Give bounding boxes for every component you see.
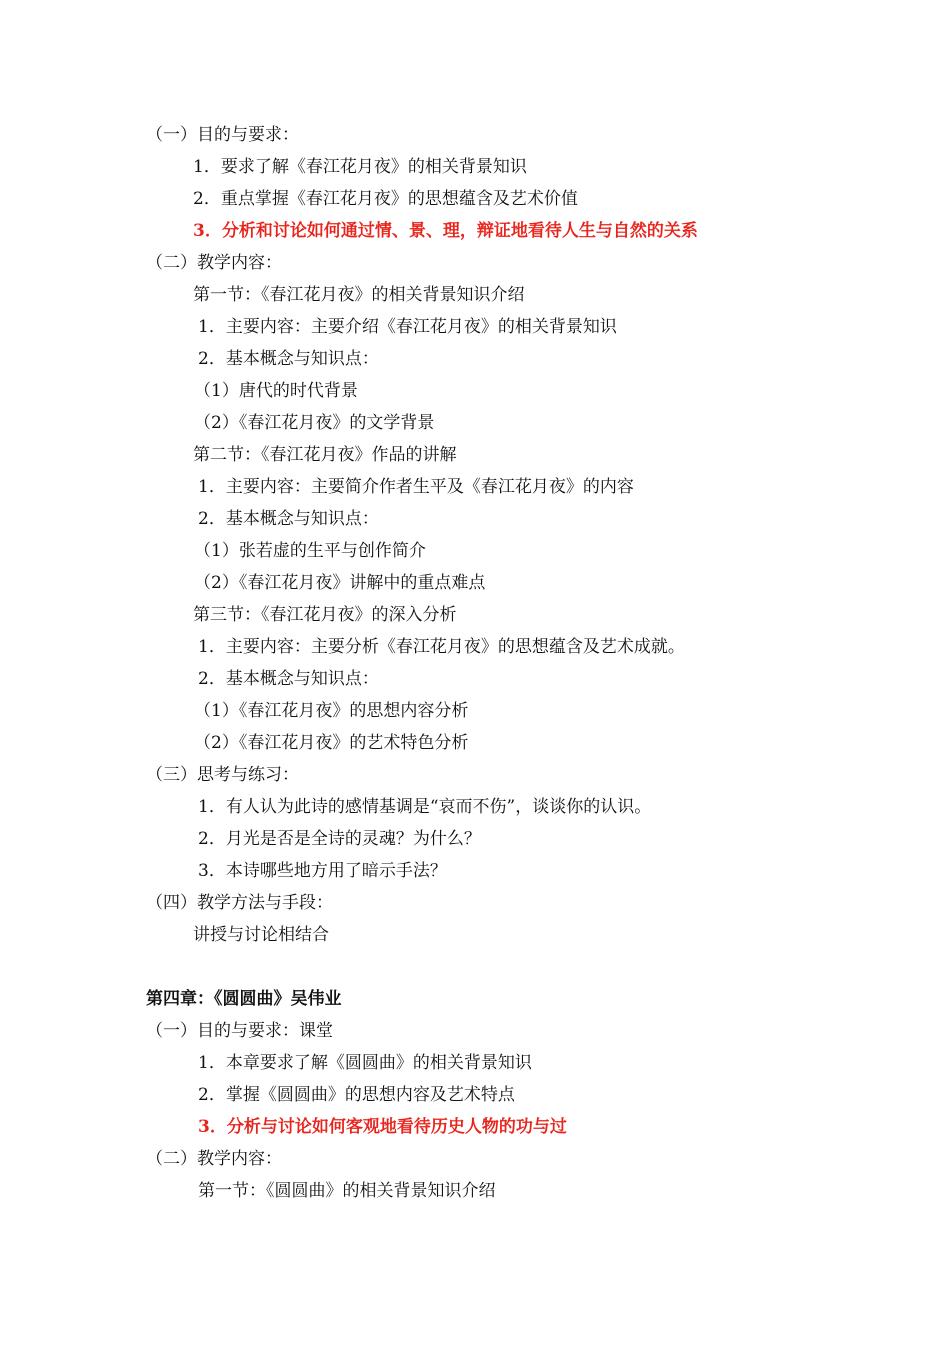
list-item: 1．有人认为此诗的感情基调是“哀而不伤”，谈谈你的认识。 — [198, 797, 652, 817]
list-item: 2．月光是否是全诗的灵魂？为什么？ — [198, 829, 481, 849]
list-item: （1）唐代的时代背景 — [194, 381, 358, 401]
paragraph-text: 讲授与讨论相结合 — [193, 925, 329, 945]
section-heading: （四）教学方法与手段： — [146, 893, 333, 913]
subsection-heading: 第一节：《圆圆曲》的相关背景知识介绍 — [198, 1181, 496, 1201]
subsection-heading: 第三节：《春江花月夜》的深入分析 — [193, 605, 457, 625]
list-item: 2．基本概念与知识点： — [198, 349, 379, 369]
section-heading: （三）思考与练习： — [146, 765, 299, 785]
chapter-heading: 第四章：《圆圆曲》吴伟业 — [146, 989, 342, 1009]
emphasized-list-item: 3．分析和讨论如何通过情、景、理，辩证地看待人生与自然的关系 — [193, 221, 698, 241]
section-heading: （二）教学内容： — [146, 1149, 282, 1169]
list-item: （1）张若虚的生平与创作简介 — [194, 541, 426, 561]
list-item: 1．主要内容：主要分析《春江花月夜》的思想蕴含及艺术成就。 — [198, 637, 685, 657]
list-item: 2．基本概念与知识点： — [198, 509, 379, 529]
section-heading: （二）教学内容： — [146, 253, 282, 273]
list-item: 2．掌握《圆圆曲》的思想内容及艺术特点 — [198, 1085, 515, 1105]
list-item: 1．主要内容：主要简介作者生平及《春江花月夜》的内容 — [198, 477, 634, 497]
section-heading: （一）目的与要求：课堂 — [146, 1021, 333, 1041]
list-item: （1）《春江花月夜》的思想内容分析 — [194, 701, 469, 721]
list-item: （2）《春江花月夜》的文学背景 — [194, 413, 435, 433]
list-item: （2）《春江花月夜》的艺术特色分析 — [194, 733, 469, 753]
list-item: （2）《春江花月夜》讲解中的重点难点 — [194, 573, 486, 593]
list-item: 2．基本概念与知识点： — [198, 669, 379, 689]
list-item: 1．要求了解《春江花月夜》的相关背景知识 — [193, 157, 527, 177]
list-item: 3．本诗哪些地方用了暗示手法？ — [198, 861, 447, 881]
subsection-heading: 第二节：《春江花月夜》作品的讲解 — [193, 445, 457, 465]
list-item: 1．本章要求了解《圆圆曲》的相关背景知识 — [198, 1053, 532, 1073]
subsection-heading: 第一节：《春江花月夜》的相关背景知识介绍 — [193, 285, 525, 305]
list-item: 2．重点掌握《春江花月夜》的思想蕴含及艺术价值 — [193, 189, 578, 209]
list-item: 1．主要内容：主要介绍《春江花月夜》的相关背景知识 — [198, 317, 617, 337]
emphasized-list-item: 3．分析与讨论如何客观地看待历史人物的功与过 — [198, 1117, 567, 1137]
section-heading: （一）目的与要求： — [146, 125, 299, 145]
